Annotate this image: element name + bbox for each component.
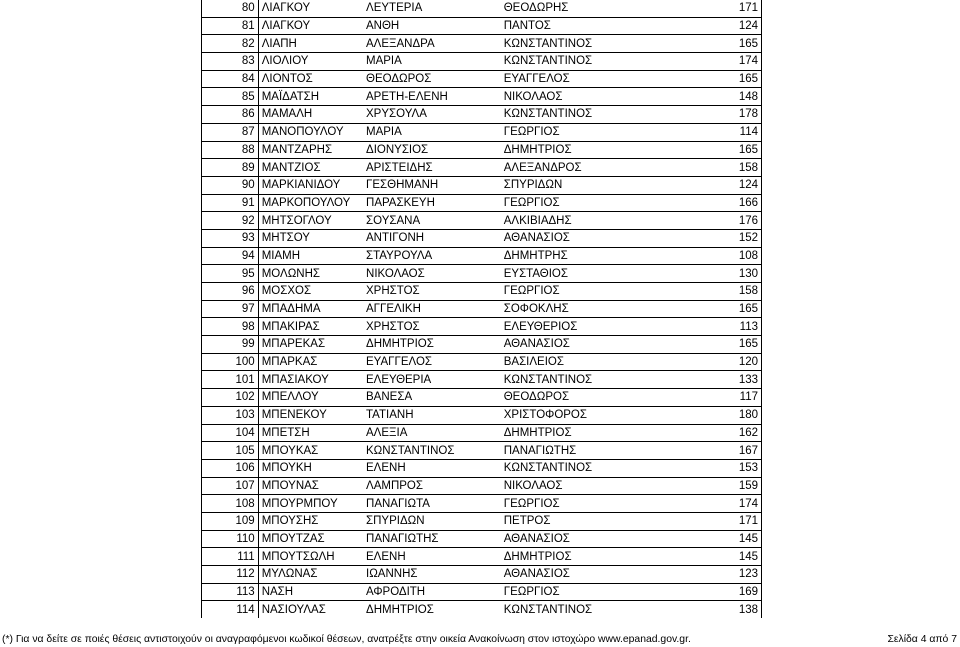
first-name-cell: ΑΦΡΟΔΙΤΗ — [363, 583, 501, 601]
father-name-cell: ΘΕΟΔΩΡΗΣ — [501, 0, 664, 17]
row-number-cell: 95 — [202, 265, 258, 283]
score-cell: 145 — [664, 530, 761, 548]
first-name-cell: ΣΠΥΡΙΔΩΝ — [363, 512, 501, 530]
row-number-cell: 96 — [202, 283, 258, 301]
row-number-cell: 83 — [202, 53, 258, 71]
score-cell: 117 — [664, 389, 761, 407]
score-cell: 148 — [664, 88, 761, 106]
score-cell: 152 — [664, 229, 761, 247]
table-row — [202, 389, 761, 407]
row-number-cell: 91 — [202, 194, 258, 212]
score-cell: 178 — [664, 106, 761, 124]
first-name-cell: ΣΟΥΣΑΝΑ — [363, 212, 501, 230]
father-name-cell: ΚΩΝΣΤΑΝΤΙΝΟΣ — [503, 603, 593, 616]
score-cell: 171 — [664, 0, 761, 17]
score-cell: 158 — [664, 283, 761, 301]
table-row — [202, 601, 761, 618]
first-name-cell: ΧΡΗΣΤΟΣ — [363, 283, 501, 301]
score-cell: 165 — [664, 336, 761, 354]
row-number-cell: 105 — [202, 442, 258, 460]
father-name-cell: ΕΛΕΥΘΕΡΙΟΣ — [501, 318, 664, 336]
table-row — [202, 512, 761, 530]
row-number-cell: 85 — [202, 88, 258, 106]
footer-note: (*) Για να δείτε σε ποιές θέσεις αντιστοιχούν οι αναγραφόμενοι κωδικοί θέσεων, ανατρέξτε στην οικεία Ανακοίνωση στον ιστοχώρο www.epanad.gov.gr. — [2, 634, 691, 645]
table-row — [202, 194, 761, 212]
surname-cell: ΛΙΑΠΗ — [258, 35, 363, 53]
surname-cell: ΜΙΑΜΗ — [258, 247, 363, 265]
row-number-cell: 106 — [202, 459, 258, 477]
table-row — [202, 300, 761, 318]
father-name-cell: ΑΘΑΝΑΣΙΟΣ — [501, 530, 664, 548]
score-cell: 133 — [664, 371, 761, 389]
father-name-cell: ΚΩΝΣΤΑΝΤΙΝΟΣ — [501, 459, 664, 477]
first-name-cell: ΤΑΤΙΑΝΗ — [363, 406, 501, 424]
first-name-cell: ΕΛΕΝΗ — [363, 459, 501, 477]
father-name-cell: ΓΕΩΡΓΙΟΣ — [501, 495, 664, 513]
father-name-cell: ΝΙΚΟΛΑΟΣ — [501, 88, 664, 106]
row-number-cell: 82 — [202, 35, 258, 53]
table-row — [202, 212, 761, 230]
father-name-cell: ΝΙΚΟΛΑΟΣ — [501, 477, 664, 495]
table-row — [202, 265, 761, 283]
father-name-cell: ΚΩΝΣΤΑΝΤΙΝΟΣ — [501, 371, 664, 389]
surname-cell: ΜΟΣΧΟΣ — [258, 283, 363, 301]
row-number-cell: 107 — [202, 477, 258, 495]
score-cell: 176 — [664, 212, 761, 230]
score-cell: 108 — [664, 247, 761, 265]
table-row — [202, 0, 761, 17]
row-number-cell: 102 — [202, 389, 258, 407]
row-number-cell: 93 — [202, 229, 258, 247]
father-name-cell: ΓΕΩΡΓΙΟΣ — [501, 583, 664, 601]
score-cell: 130 — [664, 265, 761, 283]
first-name-cell: ΠΑΡΑΣΚΕΥΗ — [363, 194, 501, 212]
table-row — [202, 495, 761, 513]
first-name-cell: ΓΕΣΘΗΜΑΝΗ — [363, 176, 501, 194]
surname-cell: ΜΠΕΛΛΟΥ — [258, 389, 363, 407]
score-cell: 165 — [664, 300, 761, 318]
row-number-cell: 104 — [202, 424, 258, 442]
first-name-cell: ΛΑΜΠΡΟΣ — [363, 477, 501, 495]
table-row — [202, 530, 761, 548]
row-number-cell: 97 — [202, 300, 258, 318]
table-row — [202, 424, 761, 442]
surname-cell: ΜΑΝΟΠΟΥΛΟΥ — [258, 123, 363, 141]
table-row — [202, 548, 761, 566]
father-name-cell: ΠΕΤΡΟΣ — [501, 512, 664, 530]
row-number-cell: 87 — [202, 123, 258, 141]
row-number-cell: 90 — [202, 176, 258, 194]
table-row — [202, 141, 761, 159]
score-cell: 174 — [664, 495, 761, 513]
father-name-cell: ΓΕΩΡΓΙΟΣ — [501, 283, 664, 301]
father-name-cell: ΕΥΑΓΓΕΛΟΣ — [501, 70, 664, 88]
score-cell: 166 — [664, 194, 761, 212]
surname-cell: ΝΑΣΗ — [258, 583, 363, 601]
father-name-cell: ΔΗΜΗΤΡΗΣ — [501, 247, 664, 265]
father-name-cell: ΔΗΜΗΤΡΙΟΣ — [501, 424, 664, 442]
first-name-cell: ΑΡΙΣΤΕΙΔΗΣ — [363, 159, 501, 177]
score-cell: 113 — [664, 318, 761, 336]
score-cell: 180 — [664, 406, 761, 424]
score-cell: 158 — [664, 159, 761, 177]
score-cell: 124 — [664, 17, 761, 35]
father-name-cell: ΧΡΙΣΤΟΦΟΡΟΣ — [501, 406, 664, 424]
first-name-cell: ΑΓΓΕΛΙΚΗ — [363, 300, 501, 318]
row-number-cell: 80 — [202, 0, 258, 17]
surname-cell: ΜΠΟΥΣΗΣ — [258, 512, 363, 530]
first-name-cell: ΠΑΝΑΓΙΩΤΗΣ — [363, 530, 501, 548]
score-cell: 123 — [664, 566, 761, 584]
father-name-cell: ΒΑΣΙΛΕΙΟΣ — [501, 353, 664, 371]
score-cell: 165 — [664, 35, 761, 53]
first-name-cell: ΘΕΟΔΩΡΟΣ — [363, 70, 501, 88]
first-name-cell: ΔΗΜΗΤΡΙΟΣ — [363, 336, 501, 354]
first-name-cell: ΕΥΑΓΓΕΛΟΣ — [363, 353, 501, 371]
results-table — [202, 0, 761, 618]
score-cell: 171 — [664, 512, 761, 530]
surname-cell: ΛΙΟΛΙΟΥ — [258, 53, 363, 71]
row-number-cell: 98 — [202, 318, 258, 336]
score-cell: 145 — [664, 548, 761, 566]
surname-cell: ΜΠΑΡΕΚΑΣ — [258, 336, 363, 354]
score-cell: 114 — [664, 123, 761, 141]
score-cell: 120 — [664, 353, 761, 371]
surname-cell: ΜΠΕΝΕΚΟΥ — [258, 406, 363, 424]
row-number-cell: 84 — [202, 70, 258, 88]
page-number: Σελίδα 4 από 7 — [887, 634, 957, 645]
father-name-cell: ΠΑΝΑΓΙΩΤΗΣ — [501, 442, 664, 460]
first-name-cell: ΚΩΝΣΤΑΝΤΙΝΟΣ — [363, 442, 501, 460]
table-row — [202, 283, 761, 301]
first-name-cell: ΕΛΕΥΘΕΡΙΑ — [363, 371, 501, 389]
first-name-cell: ΜΑΡΙΑ — [363, 123, 501, 141]
table-row — [202, 371, 761, 389]
first-name-cell: ΝΙΚΟΛΑΟΣ — [363, 265, 501, 283]
table-row — [202, 106, 761, 124]
father-name-cell: ΠΑΝΤΟΣ — [501, 17, 664, 35]
surname-cell: ΜΠΟΥΝΑΣ — [258, 477, 363, 495]
row-number-cell: 114 — [202, 601, 258, 618]
score-cell: 167 — [664, 442, 761, 460]
first-name-cell: ΔΙΟΝΥΣΙΟΣ — [363, 141, 501, 159]
first-name-cell: ΑΡΕΤΗ-ΕΛΕΝΗ — [363, 88, 501, 106]
surname-cell: ΛΙΑΓΚΟΥ — [258, 17, 363, 35]
surname-cell: ΜΑΝΤΖΙΟΣ — [258, 159, 363, 177]
first-name-cell: ΣΤΑΥΡΟΥΛΑ — [363, 247, 501, 265]
row-number-cell: 103 — [202, 406, 258, 424]
father-name-cell: ΓΕΩΡΓΙΟΣ — [501, 123, 664, 141]
table-row — [202, 159, 761, 177]
first-name-cell: ΔΗΜΗΤΡΙΟΣ — [366, 603, 434, 616]
surname-cell: ΜΠΟΥΤΣΩΛΗ — [258, 548, 363, 566]
surname-cell: ΜΠΕΤΣΗ — [258, 424, 363, 442]
row-number-cell: 101 — [202, 371, 258, 389]
father-name-cell: ΚΩΝΣΤΑΝΤΙΝΟΣ — [501, 35, 664, 53]
table-row — [202, 459, 761, 477]
surname-cell: ΜΠΟΥΚΑΣ — [258, 442, 363, 460]
father-name-cell: ΑΛΚΙΒΙΑΔΗΣ — [501, 212, 664, 230]
first-name-cell: ΑΛΕΞΑΝΔΡΑ — [363, 35, 501, 53]
first-name-cell: ΜΑΡΙΑ — [363, 53, 501, 71]
surname-cell: ΛΙΑΓΚΟΥ — [258, 0, 363, 17]
father-name-cell: ΕΥΣΤΑΘΙΟΣ — [501, 265, 664, 283]
table-row — [202, 53, 761, 71]
surname-cell: ΜΑΡΚΟΠΟΥΛΟΥ — [258, 194, 363, 212]
table-row — [202, 70, 761, 88]
table-row — [202, 336, 761, 354]
row-number-cell: 92 — [202, 212, 258, 230]
first-name-cell: ΛΕΥΤΕΡΙΑ — [363, 0, 501, 17]
row-number-cell: 88 — [202, 141, 258, 159]
first-name-cell: ΑΝΤΙΓΟΝΗ — [363, 229, 501, 247]
father-name-cell: ΑΘΑΝΑΣΙΟΣ — [501, 336, 664, 354]
surname-cell: ΜΗΤΣΟΥ — [258, 229, 363, 247]
row-number-cell: 111 — [202, 548, 258, 566]
surname-cell: ΜΑΡΚΙΑΝΙΔΟΥ — [258, 176, 363, 194]
father-name-cell: ΚΩΝΣΤΑΝΤΙΝΟΣ — [501, 106, 664, 124]
father-name-cell: ΘΕΟΔΩΡΟΣ — [501, 389, 664, 407]
surname-cell: ΛΙΟΝΤΟΣ — [258, 70, 363, 88]
first-name-cell: ΠΑΝΑΓΙΩΤΑ — [363, 495, 501, 513]
surname-cell: ΜΟΛΩΝΗΣ — [258, 265, 363, 283]
table-row — [202, 353, 761, 371]
surname-cell: ΜΠΑΔΗΜΑ — [258, 300, 363, 318]
score-cell: 159 — [664, 477, 761, 495]
results-table-sheet — [201, 0, 762, 618]
surname-cell: ΜΠΟΥΡΜΠΟΥ — [258, 495, 363, 513]
score-cell: 165 — [664, 141, 761, 159]
score-cell: 138 — [738, 603, 758, 616]
row-number-cell: 99 — [202, 336, 258, 354]
table-row — [202, 247, 761, 265]
score-cell: 162 — [664, 424, 761, 442]
table-row — [202, 35, 761, 53]
surname-cell: ΜΠΟΥΚΗ — [258, 459, 363, 477]
surname-cell: ΜΑΝΤΖΑΡΗΣ — [258, 141, 363, 159]
surname-cell: ΜΠΑΣΙΑΚΟΥ — [258, 371, 363, 389]
row-number-cell: 94 — [202, 247, 258, 265]
first-name-cell: ΧΡΗΣΤΟΣ — [363, 318, 501, 336]
father-name-cell: ΓΕΩΡΓΙΟΣ — [501, 194, 664, 212]
row-number-cell: 108 — [202, 495, 258, 513]
surname-cell: ΜΑΜΑΛΗ — [258, 106, 363, 124]
surname-cell: ΜΠΑΚΙΡΑΣ — [258, 318, 363, 336]
first-name-cell: ΙΩΑΝΝΗΣ — [363, 566, 501, 584]
table-row — [202, 406, 761, 424]
score-cell: 124 — [664, 176, 761, 194]
surname-cell: ΜΗΤΣΟΓΛΟΥ — [258, 212, 363, 230]
row-number-cell: 109 — [202, 512, 258, 530]
surname-cell: ΜΥΛΩΝΑΣ — [258, 566, 363, 584]
first-name-cell: ΒΑΝΕΣΑ — [363, 389, 501, 407]
table-row — [202, 442, 761, 460]
table-row — [202, 583, 761, 601]
table-row — [202, 17, 761, 35]
surname-cell: ΜΠΑΡΚΑΣ — [258, 353, 363, 371]
surname-cell: ΝΑΣΙΟΥΛΑΣ — [261, 603, 326, 616]
father-name-cell: ΚΩΝΣΤΑΝΤΙΝΟΣ — [501, 53, 664, 71]
score-cell: 153 — [664, 459, 761, 477]
table-row — [202, 566, 761, 584]
surname-cell: ΜΠΟΥΤΖΑΣ — [258, 530, 363, 548]
first-name-cell: ΑΛΕΞΙΑ — [363, 424, 501, 442]
father-name-cell: ΣΠΥΡΙΔΩΝ — [501, 176, 664, 194]
table-row — [202, 477, 761, 495]
score-cell: 174 — [664, 53, 761, 71]
row-number-cell: 110 — [202, 530, 258, 548]
score-cell: 169 — [664, 583, 761, 601]
father-name-cell: ΔΗΜΗΤΡΙΟΣ — [501, 141, 664, 159]
row-number-cell: 100 — [202, 353, 258, 371]
first-name-cell: ΧΡΥΣΟΥΛΑ — [363, 106, 501, 124]
table-row — [202, 88, 761, 106]
surname-cell: ΜΑΪΔΑΤΣΗ — [258, 88, 363, 106]
table-row — [202, 318, 761, 336]
row-number-cell: 89 — [202, 159, 258, 177]
father-name-cell: ΣΟΦΟΚΛΗΣ — [501, 300, 664, 318]
row-number-cell: 113 — [202, 583, 258, 601]
row-number-cell: 81 — [202, 17, 258, 35]
table-row — [202, 229, 761, 247]
first-name-cell: ΕΛΕΝΗ — [363, 548, 501, 566]
score-cell: 165 — [664, 70, 761, 88]
father-name-cell: ΑΘΑΝΑΣΙΟΣ — [501, 566, 664, 584]
father-name-cell: ΑΛΕΞΑΝΔΡΟΣ — [501, 159, 664, 177]
table-row — [202, 123, 761, 141]
father-name-cell: ΑΘΑΝΑΣΙΟΣ — [501, 229, 664, 247]
row-number-cell: 86 — [202, 106, 258, 124]
father-name-cell: ΔΗΜΗΤΡΙΟΣ — [501, 548, 664, 566]
table-row — [202, 176, 761, 194]
first-name-cell: ΑΝΘΗ — [363, 17, 501, 35]
row-number-cell: 112 — [202, 566, 258, 584]
